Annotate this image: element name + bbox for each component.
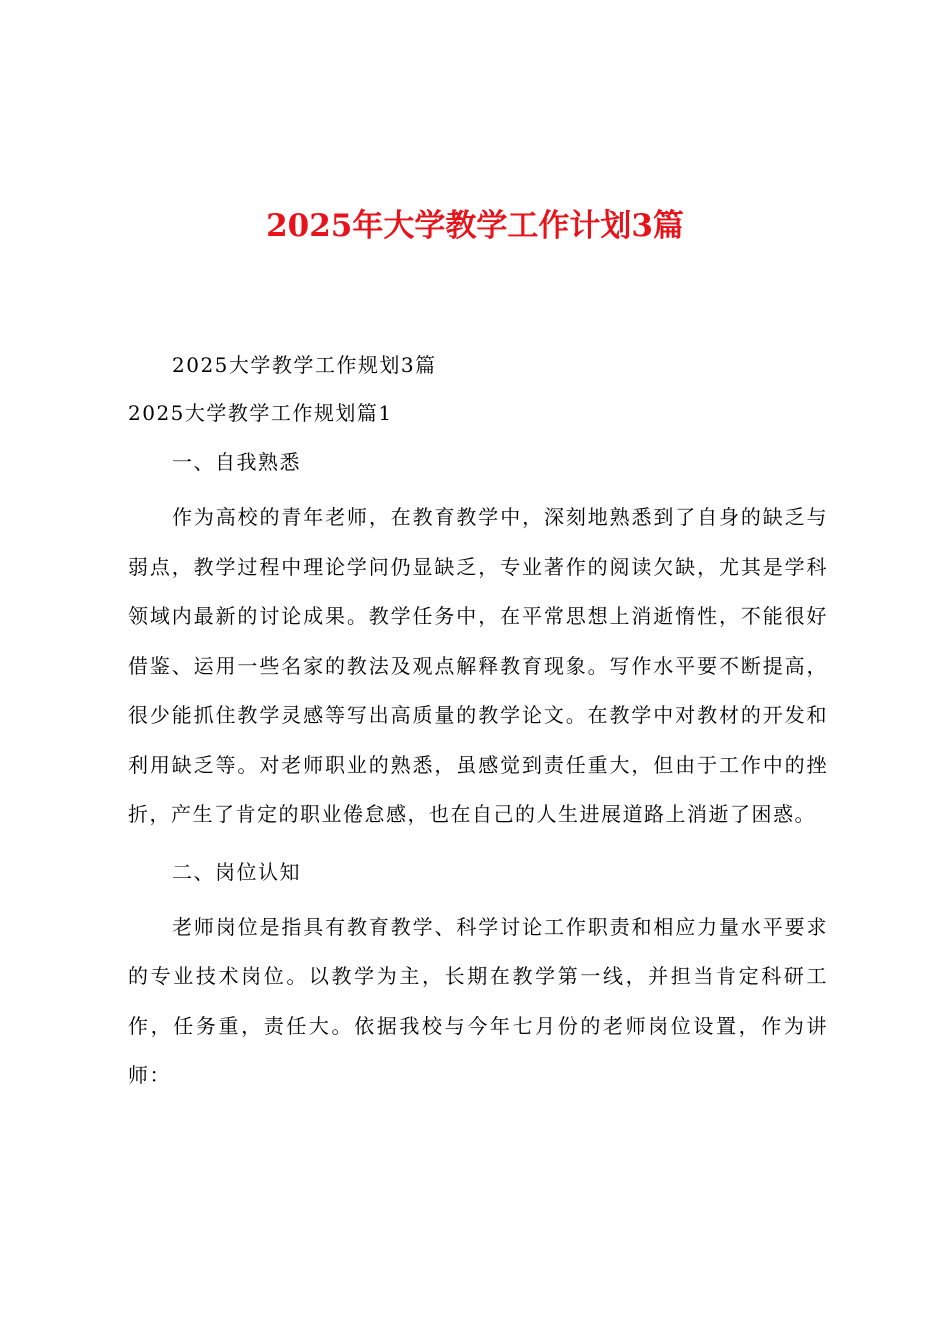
section-heading-self-awareness: 一、自我熟悉 [172,450,301,474]
section-paragraph-self-awareness: 作为高校的青年老师，在教育教学中，深刻地熟悉到了自身的缺乏与弱点，教学过程中理论学问仍显缺乏，专业著作的阅读欠缺，尤其是学科领域内最新的讨论成果。教学任务中，在平常思想上消逝惰性，不能很好借鉴、运用一些名家的教法及观点解释教育现象。写作水平要不断提高，很少能抓住教学灵感等写出高质量的教学论文。在教学中对教材的开发和利用缺乏等。对老师职业的熟悉，虽感觉到责任重大，但由于工作中的挫折，产生了肯定的职业倦怠感，也在自己的人生进展道路上消逝了困惑。 [128,505,828,826]
part-title: 2025大学教学工作规划篇1 [128,401,393,425]
section-heading-job-awareness: 二、岗位认知 [172,859,301,884]
section-paragraph-job-awareness: 老师岗位是指具有教育教学、科学讨论工作职责和相应力量水平要求的专业技术岗位。以教学为主，长期在教学第一线，并担当肯定科研工作，任务重，责任大。依据我校与今年七月份的老师岗位设置，作为讲师： [128,914,828,1087]
document-subtitle: 2025大学教学工作规划3篇 [172,353,437,377]
document-body [128,348,828,1116]
document-title: 2025年大学教学工作计划3篇 [266,208,684,244]
